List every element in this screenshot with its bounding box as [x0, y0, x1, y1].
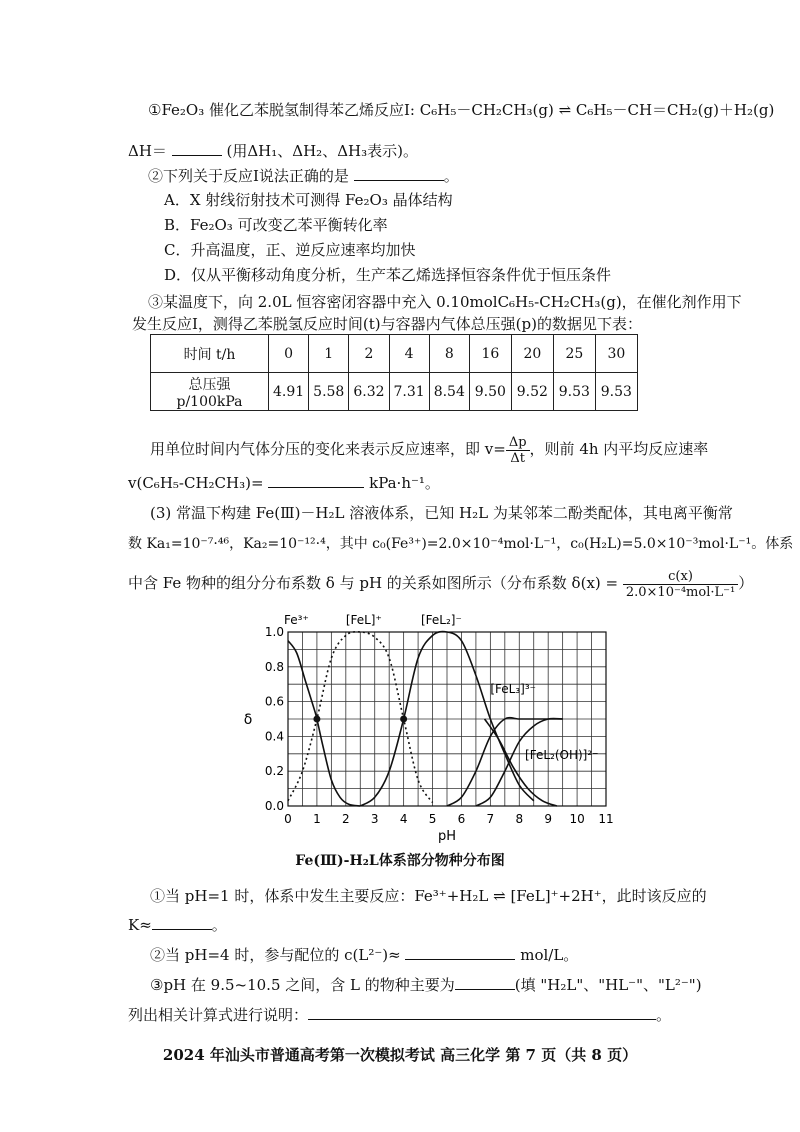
rate-text: 用单位时间内气体分压的变化来表示反应速率，即 v= — [150, 440, 506, 458]
y-tick-label: 0.2 — [264, 764, 284, 779]
intersection-point — [313, 716, 320, 723]
table-cell: 7.31 — [389, 373, 429, 411]
distribution-fraction-num: c(x) — [623, 569, 738, 585]
y-tick-label: 1.0 — [264, 625, 284, 639]
sub-question-2 — [150, 944, 578, 965]
sub-question-3-hint: (填 "H₂L"、"HL⁻"、"L²⁻") — [514, 976, 702, 994]
x-tick-label: 0 — [284, 812, 292, 826]
x-tick-label: 6 — [457, 812, 466, 826]
k-answer-blank[interactable] — [152, 914, 212, 930]
y-tick-label: 0.6 — [264, 694, 284, 709]
question-2-label: ②下列关于反应Ⅰ说法正确的是 — [148, 167, 349, 185]
y-tick-label: 0.0 — [264, 799, 284, 813]
table-cell: 9.53 — [553, 373, 595, 411]
table-cell: 2 — [349, 335, 389, 373]
delta-h-line — [128, 140, 418, 161]
rate-answer-label: v(C₆H₅-CH₂CH₃)= — [128, 474, 264, 492]
sub-question-1: ①当 pH=1 时，体系中发生主要反应：Fe³⁺+H₂L ⇌ [FeL]⁺+2H⁺，此时该反应的 — [150, 887, 707, 905]
rate-fraction — [506, 435, 530, 466]
rate-fraction-num: Δp — [506, 435, 530, 451]
rate-answer-unit: kPa·h⁻¹。 — [369, 474, 440, 492]
series-line — [288, 641, 360, 806]
sub-question-1b — [128, 914, 227, 935]
page-footer: 2024 年汕头市普通高考第一次模拟考试 高三化学 第 7 页（共 8 页） — [162, 1046, 638, 1064]
question-2-answer-blank[interactable] — [354, 165, 444, 181]
table-cell: 6.32 — [349, 373, 389, 411]
label-fel2oh: [FeL₂(OH)]²⁻ — [525, 748, 599, 763]
label-fel: [FeL]⁺ — [345, 613, 382, 627]
question-3-line2: 发生反应Ⅰ，测得乙苯脱氢反应时间(t)与容器内气体总压强(p)的数据见下表： — [132, 315, 642, 333]
table-cell: 25 — [553, 335, 595, 373]
x-tick-label: 4 — [399, 812, 408, 826]
sub-question-2-unit: mol/L。 — [520, 946, 579, 964]
reaction-line — [148, 100, 774, 120]
k-label: K≈ — [128, 916, 152, 934]
table-cell: 9.52 — [511, 373, 553, 411]
question-2-end: 。 — [443, 167, 459, 185]
option-b: B．Fe₂O₃ 可改变乙苯平衡转化率 — [164, 216, 388, 234]
delta-h-hint: (用ΔH₁、ΔH₂、ΔH₃表示)。 — [226, 142, 418, 160]
sub-question-3-text: ③pH 在 9.5~10.5 之间，含 L 的物种主要为 — [150, 976, 455, 994]
x-tick-label: 7 — [486, 812, 495, 826]
part3-intro-3 — [128, 566, 753, 600]
table-cell: 0 — [269, 335, 309, 373]
table-header-time: 时间 t/h — [151, 335, 269, 373]
label-fel3: [FeL₃]³⁻ — [490, 681, 537, 696]
reaction-label: ①Fe₂O₃ 催化乙苯脱氢制得苯乙烯反应Ⅰ: — [148, 101, 420, 119]
table-cell: 5.58 — [309, 373, 349, 411]
label-fel2: [FeL₂]⁻ — [420, 613, 462, 627]
rate-fraction-den: Δt — [510, 450, 525, 466]
species-answer-blank[interactable] — [455, 974, 515, 990]
calculation-label: 列出相关计算式进行说明： — [128, 1006, 309, 1024]
option-c: C．升高温度，正、逆反应速率均加快 — [164, 241, 416, 259]
label-fe3: Fe³⁺ — [284, 613, 309, 627]
table-cell: 4.91 — [269, 373, 309, 411]
rate-text-2: ，则前 4h 内平均反应速率 — [529, 440, 709, 458]
x-tick-label: 9 — [544, 812, 553, 826]
question-3-line1: ③某温度下，向 2.0L 恒容密闭容器中充入 0.10molC₆H₅-CH₂CH₃(g)，在催化剂作用下 — [148, 293, 742, 311]
x-tick-label: 2 — [341, 812, 350, 826]
delta-h-label: ΔH＝ — [128, 142, 167, 160]
x-tick-label: 3 — [370, 812, 379, 826]
table-header-pressure: 总压强 p/100kPa — [151, 373, 269, 411]
part3-intro-3-end: ） — [738, 574, 754, 592]
rate-answer-line — [128, 472, 440, 493]
part3-intro-2: 数 Ka₁=10⁻⁷·⁴⁶，Ka₂=10⁻¹²·⁴，其中 c₀(Fe³⁺)=2.0×10⁻⁴mol·L⁻¹，c₀(H₂L)=5.0×10⁻³mol·L⁻¹。体系 — [128, 536, 794, 552]
table-cell: 8 — [429, 335, 469, 373]
rate-definition-line — [150, 432, 708, 466]
x-tick-label: 8 — [515, 812, 524, 826]
x-axis-label: pH — [437, 829, 457, 844]
table-cell: 20 — [511, 335, 553, 373]
x-tick-label: 10 — [569, 812, 585, 826]
table-cell: 8.54 — [429, 373, 469, 411]
table-cell: 9.50 — [469, 373, 511, 411]
table-cell: 30 — [595, 335, 637, 373]
part3-intro-1: (3) 常温下构建 Fe(Ⅲ)－H₂L 溶液体系，已知 H₂L 为某邻苯二酚类配体，其电离平衡常 — [150, 504, 733, 522]
distribution-fraction-den: 2.0×10⁻⁴mol·L⁻¹ — [625, 584, 736, 600]
table-cell: 16 — [469, 335, 511, 373]
table-cell: 9.53 — [595, 373, 637, 411]
x-tick-label: 11 — [598, 812, 614, 826]
calculation-answer-blank[interactable] — [308, 1004, 656, 1020]
chart-caption: Fe(Ⅲ)-H₂L体系部分物种分布图 — [295, 853, 505, 869]
sub-question-2-text: ②当 pH=4 时，参与配位的 c(L²⁻)≈ — [150, 946, 401, 964]
distribution-fraction — [623, 569, 738, 600]
question-2-line — [148, 165, 459, 186]
y-tick-label: 0.4 — [264, 729, 284, 744]
table-row-time — [151, 335, 638, 373]
calculation-end: 。 — [656, 1006, 672, 1024]
rate-answer-blank[interactable] — [268, 472, 364, 488]
distribution-chart — [0, 608, 800, 848]
reaction-equation: C₆H₅－CH₂CH₃(g) ⇌ C₆H₅－CH＝CH₂(g)＋H₂(g) — [419, 101, 775, 119]
option-d: D．仅从平衡移动角度分析，生产苯乙烯选择恒容条件优于恒压条件 — [164, 266, 612, 284]
intersection-point — [400, 716, 407, 723]
ligand-concentration-blank[interactable] — [405, 944, 515, 960]
k-end: 。 — [211, 916, 227, 934]
option-a: A．X 射线衍射技术可测得 Fe₂O₃ 晶体结构 — [164, 191, 453, 209]
time-pressure-table — [150, 334, 638, 411]
table-cell: 1 — [309, 335, 349, 373]
y-axis-label: δ — [243, 712, 253, 728]
table-cell: 4 — [389, 335, 429, 373]
x-tick-label: 1 — [313, 812, 321, 826]
y-tick-label: 0.8 — [264, 659, 284, 674]
sub-question-3 — [150, 974, 702, 995]
table-row-pressure — [151, 373, 638, 411]
sub-question-3b — [128, 1004, 671, 1025]
x-tick-label: 5 — [428, 812, 437, 826]
delta-h-answer-blank[interactable] — [172, 140, 222, 156]
part3-intro-3-text: 中含 Fe 物种的组分分布系数 δ 与 pH 的关系如图所示（分布系数 δ(x) = — [128, 574, 623, 592]
